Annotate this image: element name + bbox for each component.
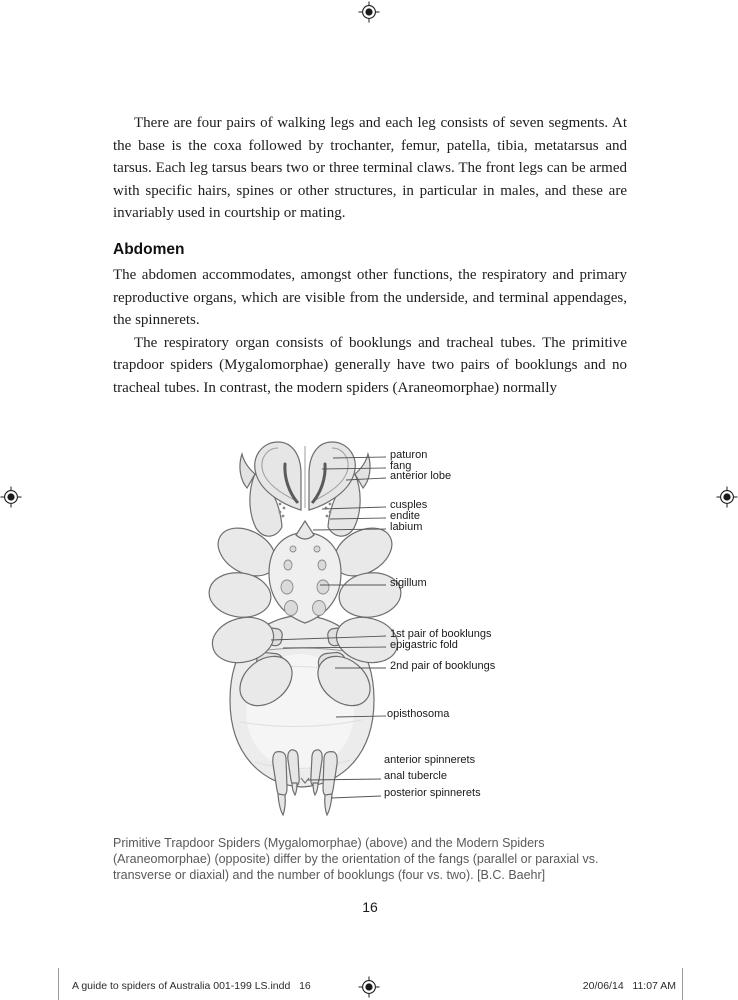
label-anterior-lobe: anterior lobe — [390, 470, 452, 482]
section-heading-abdomen: Abdomen — [113, 240, 185, 258]
label-fang: fang — [390, 460, 412, 472]
label-epigastric-fold: epigastric fold — [390, 639, 458, 651]
caption-line: Primitive Trapdoor Spiders (Mygalomorphae) (above) and the Modern Spiders — [113, 836, 545, 850]
label-anterior-spinnerets: anterior spinnerets — [384, 754, 476, 766]
label-endite: endite — [390, 510, 420, 522]
crop-mark-left — [58, 968, 59, 1000]
body-text-block — [113, 112, 627, 399]
label-1st-booklungs: 1st pair of booklungs — [390, 628, 492, 640]
respiratory-paragraph: The respiratory organ consists of booklungs and tracheal tubes. The primitive trapdoor spiders (Mygalomorphae) generally have two pairs of booklungs and no tracheal tubes. In contrast, the modern spiders (Araneomorphae) normally — [113, 334, 627, 396]
label-opisthosoma: opisthosoma — [387, 708, 450, 720]
label-cusples: cusples — [390, 499, 428, 511]
spider-illustration — [206, 442, 404, 815]
intro-paragraph: There are four pairs of walking legs and each leg consists of seven segments. At the base is the coxa followed by trochanter, femur, patella, tibia, metatarsus and tarsus. Each leg tarsus bears two or three terminal claws. The front legs can be armed with specific hairs, spines or other structures, in particular in males, and these are invariably used in courtship or mating. — [113, 115, 627, 221]
label-sigillum: sigillum — [390, 577, 427, 589]
label-posterior-spinnerets: posterior spinnerets — [384, 787, 481, 799]
page-number: 16 — [362, 899, 378, 915]
figure-caption — [113, 835, 627, 884]
footer-timestamp: 20/06/14 11:07 AM — [582, 980, 676, 992]
footer-filename: A guide to spiders of Australia 001-199 LS.indd 16 — [72, 980, 311, 992]
labium-shape — [296, 521, 314, 539]
caption-line: transverse or diaxial) and the number of booklungs (four vs. two). [B.C. Baehr] — [113, 868, 546, 883]
label-anal-tubercle: anal tubercle — [384, 770, 447, 782]
label-paturon: paturon — [390, 449, 428, 461]
sternum-shape — [269, 532, 341, 623]
registration-mark-icon — [358, 976, 380, 998]
label-2nd-booklungs: 2nd pair of booklungs — [390, 660, 496, 672]
registration-mark-icon — [0, 486, 22, 508]
registration-mark-icon — [716, 486, 738, 508]
label-labium: labium — [390, 521, 423, 533]
abdomen-paragraph: The abdomen accommodates, amongst other functions, the respiratory and primary reproductive organs, which are visible from the underside, and terminal appendages, the spinnerets. — [113, 267, 627, 328]
registration-mark-icon — [358, 1, 380, 23]
caption-line: (Araneomorphae) (opposite) differ by the orientation of the fangs (parallel or paraxial vs. — [113, 852, 599, 867]
crop-mark-right — [682, 968, 683, 1000]
spider-ventral-diagram — [150, 432, 540, 820]
